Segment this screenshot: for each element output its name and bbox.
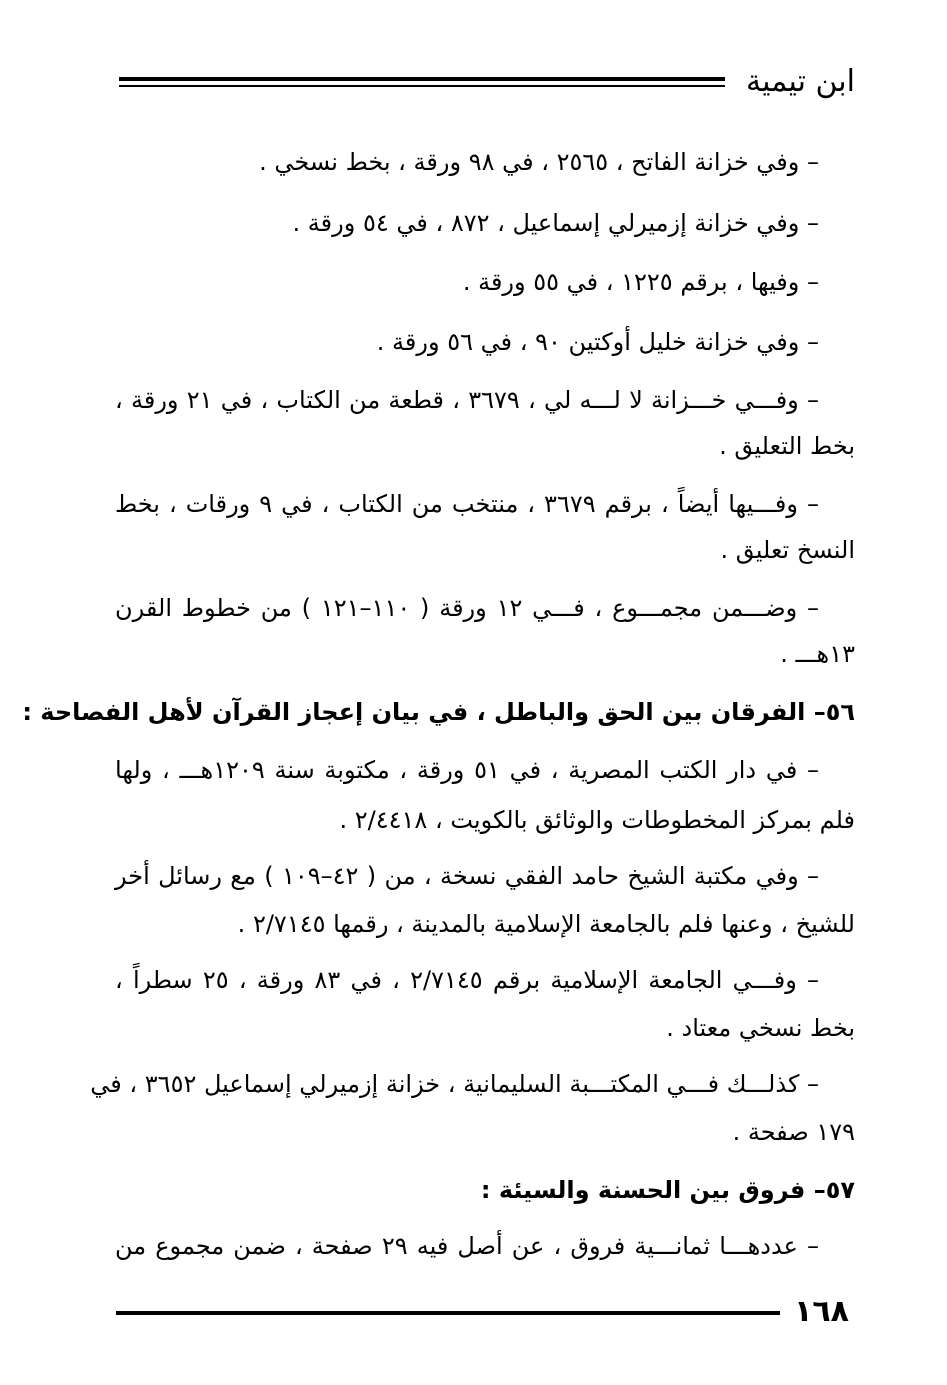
header-rule bbox=[119, 77, 725, 81]
page-number: ١٦٨ bbox=[794, 1294, 849, 1329]
text-line: بخط نسخي معتاد . bbox=[666, 1014, 855, 1042]
text-line: للشيخ ، وعنها فلم بالجامعة الإسلامية بالمدينة ، رقمها ٢/٧١٤٥ . bbox=[237, 910, 855, 938]
text-line: – في دار الكتب المصرية ، في ٥١ ورقة ، مكتوبة سنة ١٢٠٩هـــ ، ولها bbox=[115, 756, 820, 784]
text-line: بخط التعليق . bbox=[719, 432, 855, 460]
text-line: – وفيها ، برقم ١٢٢٥ ، في ٥٥ ورقة . bbox=[462, 268, 819, 296]
footer-rule bbox=[116, 1311, 780, 1315]
text-line: النسخ تعليق . bbox=[720, 536, 855, 564]
text-line: – وفي مكتبة الشيخ حامد الفقي نسخة ، من ( ٤٢–١٠٩ ) مع رسائل أخر bbox=[115, 862, 820, 890]
text-line: – وفي خزانة إزميرلي إسماعيل ، ٨٧٢ ، في ٥٤ ورقة . bbox=[292, 209, 819, 237]
text-line: – وفـــيها أيضاً ، برقم ٣٦٧٩ ، منتخب من الكتاب ، في ٩ ورقات ، بخط bbox=[115, 490, 819, 518]
text-line: فلم بمركز المخطوطات والوثائق بالكويت ، ٢/٤٤١٨ . bbox=[339, 806, 855, 834]
text-line: – وفـــي الجامعة الإسلامية برقم ٢/٧١٤٥ ، في ٨٣ ورقة ، ٢٥ سطراً ، bbox=[115, 966, 820, 994]
text-line: – وضـــمن مجمـــوع ، فـــي ١٢ ورقة ( ١١٠–١٢١ ) من خطوط القرن bbox=[115, 594, 819, 622]
text-line: – وفـــي خـــزانة لا لـــه لي ، ٣٦٧٩ ، قطعة من الكتاب ، في ٢١ ورقة ، bbox=[115, 386, 819, 414]
text-line: ١٧٩ صفحة . bbox=[732, 1118, 855, 1146]
section-heading: ٥٧– فروق بين الحسنة والسيئة : bbox=[480, 1176, 855, 1204]
text-line: – كذلـــك فـــي المكتـــبة السليمانية ، خزانة إزميرلي إسماعيل ٣٦٥٢ ، في bbox=[90, 1070, 819, 1098]
running-header: ابن تيمية bbox=[746, 64, 855, 99]
text-line: – وفي خزانة الفاتح ، ٢٥٦٥ ، في ٩٨ ورقة ، بخط نسخي . bbox=[259, 148, 819, 176]
text-line: – وفي خزانة خليل أوكتين ٩٠ ، في ٥٦ ورقة . bbox=[376, 328, 819, 356]
text-line: ١٣هـــ . bbox=[780, 640, 855, 668]
text-line: – عددهـــا ثمانـــية فروق ، عن أصل فيه ٢٩ صفحة ، ضمن مجموع من bbox=[115, 1232, 820, 1260]
header-rule-thin bbox=[119, 85, 725, 87]
section-heading: ٥٦– الفرقان بين الحق والباطل ، في بيان إعجاز القرآن لأهل الفصاحة : bbox=[22, 698, 855, 726]
